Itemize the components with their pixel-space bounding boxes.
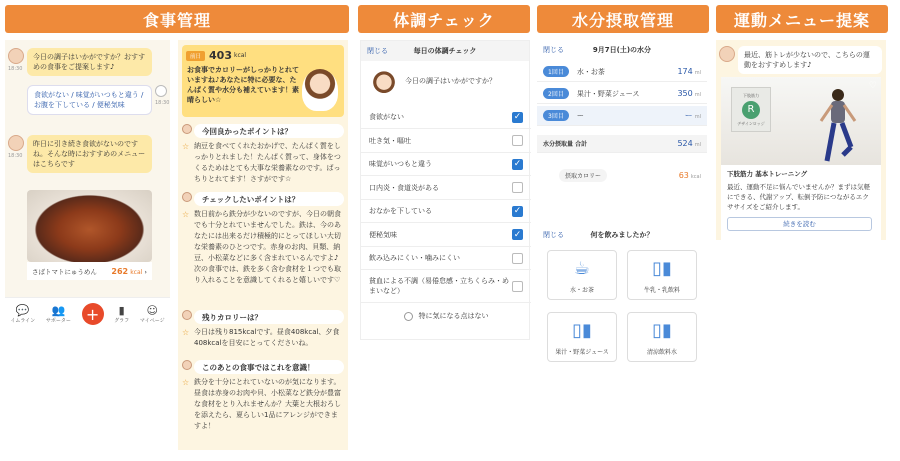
user-reply[interactable]: 食欲がない / 味覚がいつもと違う / お腹を下している / 便秘気味	[27, 85, 152, 115]
r-logo-icon: R	[742, 101, 760, 119]
nav-label: サポーター	[45, 317, 71, 324]
nav-label: マイページ	[139, 317, 165, 324]
unit: ml	[694, 70, 701, 76]
section-body: 数日前から鉄分が少ないのですが、今日の朝食でも十分とれていませんでした。鉄は、今のあなたには出来るだけ積極的にとってほしい大切な栄養素のひとつです。赤身のお肉、貝類、納豆、小松菜などに多く含まれているんですよ♪次の食事では、鉄を多く含む食材を１つでも取り入れることを意識してくれると嬉しいです♡	[194, 210, 341, 284]
symptom-label: 貧血による不調（易倦怠感・立ちくらみ・めまいなど）	[369, 277, 509, 295]
bot-message: 昨日に引き続き食欲がないのですね。そんな時におすすめのメニューはこちらです	[27, 135, 152, 173]
symptom-label: 食欲がない	[369, 113, 404, 121]
tv-screen	[731, 87, 771, 132]
nurse-avatar	[371, 71, 397, 99]
chevron-right-icon: ›	[144, 267, 147, 276]
unit: ml	[694, 142, 701, 148]
radio-icon	[404, 312, 413, 321]
symptom-label: おなかを下している	[369, 207, 432, 215]
symptom-item[interactable]	[361, 200, 531, 223]
section-good	[182, 124, 344, 185]
people-icon: 👥	[51, 304, 66, 317]
card-body: 最近、運動不足に悩んでいませんか？まずは気軽にできる、代謝アップ、転倒予防につながるエクササイズをご紹介します。	[727, 183, 870, 211]
chart-icon: ▮	[118, 304, 125, 317]
user-icon: ☺	[146, 304, 158, 317]
bot-message: 最近、筋トレが少ないので、こちらの運動をおすすめします♪	[738, 46, 882, 74]
meal-chat-screen	[5, 40, 170, 330]
checkbox-icon[interactable]	[512, 253, 523, 264]
water-intake-screen	[537, 40, 707, 356]
food-card[interactable]	[27, 262, 152, 280]
screen-title: 毎日の体調チェック	[413, 47, 477, 55]
record-ml: 174	[677, 67, 693, 76]
nav-supporter[interactable]	[46, 305, 71, 324]
woman-exercising-illustration	[813, 85, 863, 165]
drink-picker-bar	[537, 225, 707, 245]
nav-mypage[interactable]	[140, 305, 165, 324]
meal-advice-screen	[178, 40, 348, 450]
section-remaining	[182, 310, 344, 349]
nav-add[interactable]	[82, 303, 104, 325]
day-badge: 前日	[186, 51, 205, 61]
none-option-label: 特に気になる点はない	[418, 312, 489, 320]
exercise-screen	[716, 40, 886, 240]
star-icon: ☆	[182, 210, 190, 219]
card-title: 下肢筋力 基本トレーニング	[727, 170, 808, 178]
cup-icon: ☕	[573, 258, 591, 279]
day-kcal: 403	[209, 49, 232, 62]
calorie-number: 63	[678, 170, 689, 180]
total-number: 524	[677, 139, 693, 148]
avatar-user	[155, 85, 167, 97]
question-text: 今日の調子はいかがですか？	[405, 77, 496, 85]
health-check-screen	[360, 40, 530, 340]
exercise-card	[721, 165, 881, 240]
symptom-label: 口内炎・食道炎がある	[369, 183, 439, 192]
avatar	[182, 124, 192, 134]
record-value	[685, 110, 701, 121]
picker-title: 何を飲みましたか？	[590, 231, 654, 239]
record-ml: ー	[684, 111, 693, 120]
title-bar	[537, 40, 707, 60]
section-check	[182, 192, 344, 286]
juice-icon: ▯▮	[572, 320, 592, 341]
checkbox-icon[interactable]	[512, 182, 523, 193]
symptom-item[interactable]	[361, 106, 531, 129]
heart-icon[interactable]: ♡	[868, 81, 877, 91]
symptom-item[interactable]	[361, 271, 531, 303]
symptom-item[interactable]	[361, 177, 531, 200]
checkbox-icon[interactable]	[512, 135, 523, 146]
avatar	[182, 360, 192, 370]
bottom-nav	[5, 297, 170, 330]
close-button[interactable]: 閉じる	[543, 231, 564, 239]
read-more-button[interactable]: 続きを読む	[727, 217, 872, 231]
checkbox-icon[interactable]	[512, 281, 523, 292]
food-photo[interactable]	[27, 190, 152, 262]
unit: ml	[694, 92, 701, 98]
avatar	[8, 48, 24, 64]
record-label: 水・お茶	[576, 67, 605, 76]
advice-summary	[182, 45, 344, 117]
timestamp: 18:30	[8, 66, 23, 72]
star-icon: ☆	[182, 142, 190, 151]
header-water: 水分摂取管理	[537, 5, 709, 33]
nav-timeline[interactable]	[10, 305, 35, 324]
total-label: 水分摂取量 合計	[543, 141, 588, 148]
section-title: チェックしたいポイントは？	[194, 192, 344, 206]
food-kcal: 262	[111, 266, 129, 276]
close-button[interactable]: 閉じる	[367, 47, 388, 55]
record-number: 1回目	[543, 66, 569, 77]
checkbox-icon[interactable]: ✓	[513, 206, 522, 216]
calorie-row	[537, 165, 707, 185]
checkbox-icon[interactable]: ✓	[513, 112, 522, 122]
symptom-item[interactable]	[361, 153, 531, 176]
record-number: 3回目	[543, 110, 569, 121]
star-icon: ☆	[182, 378, 190, 387]
symptom-label: 便秘気味	[369, 230, 397, 239]
tile-label: 清涼飲料水	[646, 349, 677, 356]
record-number: 2回目	[543, 88, 569, 99]
calorie-label: 摂取カロリー	[559, 169, 607, 182]
chat-icon: 💬	[15, 304, 30, 317]
unit: kcal	[690, 173, 701, 180]
water-record-row[interactable]	[537, 106, 707, 126]
timestamp: 18:30	[155, 100, 170, 106]
symptom-label: 吐き気・嘔吐	[369, 136, 411, 145]
close-button[interactable]: 閉じる	[543, 46, 564, 54]
symptom-label: 飲み込みにくい・噛みにくい	[369, 254, 460, 262]
nav-label: グラフ	[114, 317, 130, 324]
tile-milk[interactable]	[627, 250, 697, 300]
star-icon: ☆	[182, 328, 190, 337]
avatar	[182, 310, 192, 320]
checkbox-icon[interactable]: ✓	[513, 229, 522, 240]
plus-icon: +	[82, 303, 104, 325]
record-ml: 350	[677, 89, 693, 98]
header-health: 体調チェック	[358, 5, 530, 33]
checkbox-icon[interactable]: ✓	[513, 159, 522, 169]
section-title: 今回良かったポイントは？	[194, 124, 344, 138]
calorie-value	[679, 171, 701, 180]
section-title: 残りカロリーは？	[194, 310, 344, 324]
none-option[interactable]	[361, 308, 531, 324]
avatar	[8, 135, 24, 151]
avatar	[719, 46, 735, 62]
section-title: このあとの食事ではこれを意識！	[194, 360, 344, 374]
bot-message: 今日の調子はいかがですか？おすすめの食事をご提案します♪	[27, 48, 152, 76]
tv-sub: デザインロッジ	[737, 120, 765, 126]
record-value	[677, 89, 701, 98]
symptom-item[interactable]	[361, 130, 531, 153]
symptom-label: 味覚がいつもと違う	[369, 160, 432, 168]
tile-label: 水・お茶	[569, 287, 594, 294]
section-next	[182, 360, 344, 432]
header-meal: 食事管理	[5, 5, 349, 33]
section-body: 今日は残り815kcalです。昼食408kcal、夕食408kcalを目安にとってくださいね。	[194, 328, 340, 347]
tile-label: 果汁・野菜ジュース	[555, 349, 609, 356]
total-value	[677, 139, 701, 148]
symptom-item[interactable]	[361, 224, 531, 247]
section-body: 納豆を食べてくれたおかげで、たんぱく質をしっかりとれました！たんぱく質って、身体をつくるためはとても大事な栄養素なのです。ばっちりとれてます！さすがです☆	[194, 142, 341, 183]
header-exercise: 運動メニュー提案	[716, 5, 888, 33]
tile-juice[interactable]	[547, 312, 617, 362]
timestamp: 18:30	[8, 153, 23, 159]
food-name: さばトマトにゅうめん	[32, 267, 97, 276]
milk-icon: ▯▮	[652, 258, 672, 279]
symptom-item[interactable]	[361, 247, 531, 270]
total-row	[537, 135, 707, 153]
nav-label: イムライン	[10, 317, 36, 324]
water-record-row[interactable]	[537, 62, 707, 82]
exercise-photo[interactable]	[721, 77, 881, 165]
bottle-icon: ▯▮	[652, 320, 672, 341]
kcal-unit: kcal	[233, 52, 247, 59]
tile-label: 牛乳・乳飲料	[643, 287, 680, 294]
kcal-unit: kcal	[130, 268, 143, 276]
nurse-illustration	[302, 69, 338, 111]
section-body: 鉄分を十分にとれていないのが気になります。昼食は赤身のお肉や貝、小松菜など鉄分が豊富な食材をとり入れませんか？大葉と大根おろしを添えたら、夏らしい1品にアレンジができますよ！	[194, 378, 341, 430]
unit: ml	[694, 114, 701, 120]
avatar	[182, 192, 192, 202]
record-label: 果汁・野菜ジュース	[576, 89, 640, 98]
tile-soft-drink[interactable]	[627, 312, 697, 362]
screen-title: 9月7日(土)の水分	[592, 46, 652, 54]
advice-message: お食事でカロリーがしっかりとれていますね♪あなたに特に必要な、たんぱく質や水分も補えています！素晴らしい☆	[187, 66, 299, 104]
title-bar	[361, 41, 529, 61]
record-label: ー	[576, 111, 584, 120]
nav-graph[interactable]	[114, 305, 129, 324]
record-value	[677, 67, 701, 76]
tile-water-tea[interactable]	[547, 250, 617, 300]
water-record-row[interactable]	[537, 84, 707, 104]
tv-label: 下肢筋力	[743, 92, 759, 98]
